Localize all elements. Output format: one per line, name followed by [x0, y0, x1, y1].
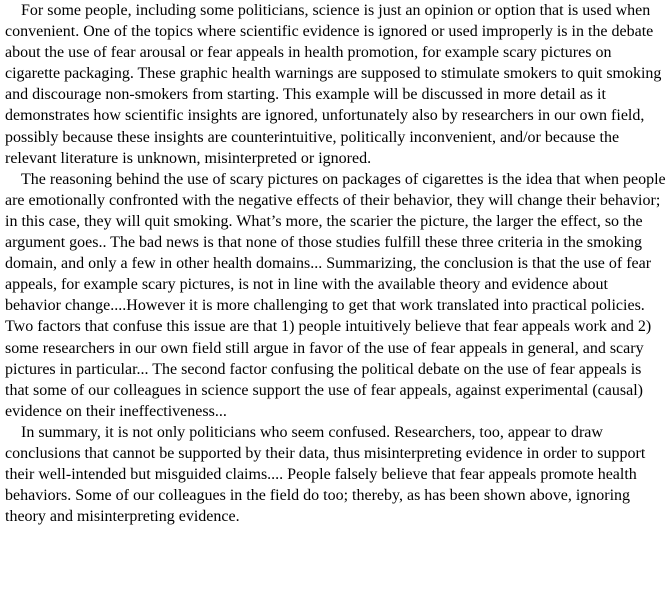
paragraph-2: The reasoning behind the use of scary pictures on packages of cigarettes is the idea that when people are emotionally confronted with the negative effects of their behavior, they will change their behavior; in this case, they will quit smoking. What’s more, the scarier the picture, the larger the effect, so the argument goes.. The bad news is that none of those studies fulfill these three criteria in the smoking domain, and only a few in other health domains... Summarizing, the conclusion is that the use of fear appeals, for example scary pictures, is not in line with the available theory and evidence about behavior change....However it is more challenging to get that work translated into practical policies. Two factors that confuse this issue are that 1) people intuitively believe that fear appeals work and 2) some researchers in our own field still argue in favor of the use of fear appeals in general, and scary pictures in particular... The second factor confusing the political debate on the use of fear appeals is that some of our colleagues in science support the use of fear appeals, against experimental (causal) evidence on their ineffectiveness... — [5, 170, 666, 420]
paragraph-3: In summary, it is not only politicians who seem confused. Researchers, too, appear to draw conclusions that cannot be supported by their data, thus misinterpreting evidence in order to support their well-intended but misguided claims.... People falsely believe that fear appeals promote health behaviors. Some of our colleagues in the field do too; thereby, as has been shown above, ignoring theory and misinterpreting evidence. — [5, 423, 646, 526]
paragraph-1: For some people, including some politicians, science is just an opinion or option that is used when convenient. One of the topics where scientific evidence is ignored or used improperly is in the debate about the use of fear arousal or fear appeals in health promotion, for example scary pictures on cigarette packaging. These graphic health warnings are supposed to stimulate smokers to quit smoking and discourage non-smokers from starting. This example will be discussed in more detail as it demonstrates how scientific insights are ignored, unfortunately also by researchers in our own field, possibly because these insights are counterintuitive, politically inconvenient, and/or because the relevant literature is unknown, misinterpreted or ignored. — [5, 2, 662, 167]
